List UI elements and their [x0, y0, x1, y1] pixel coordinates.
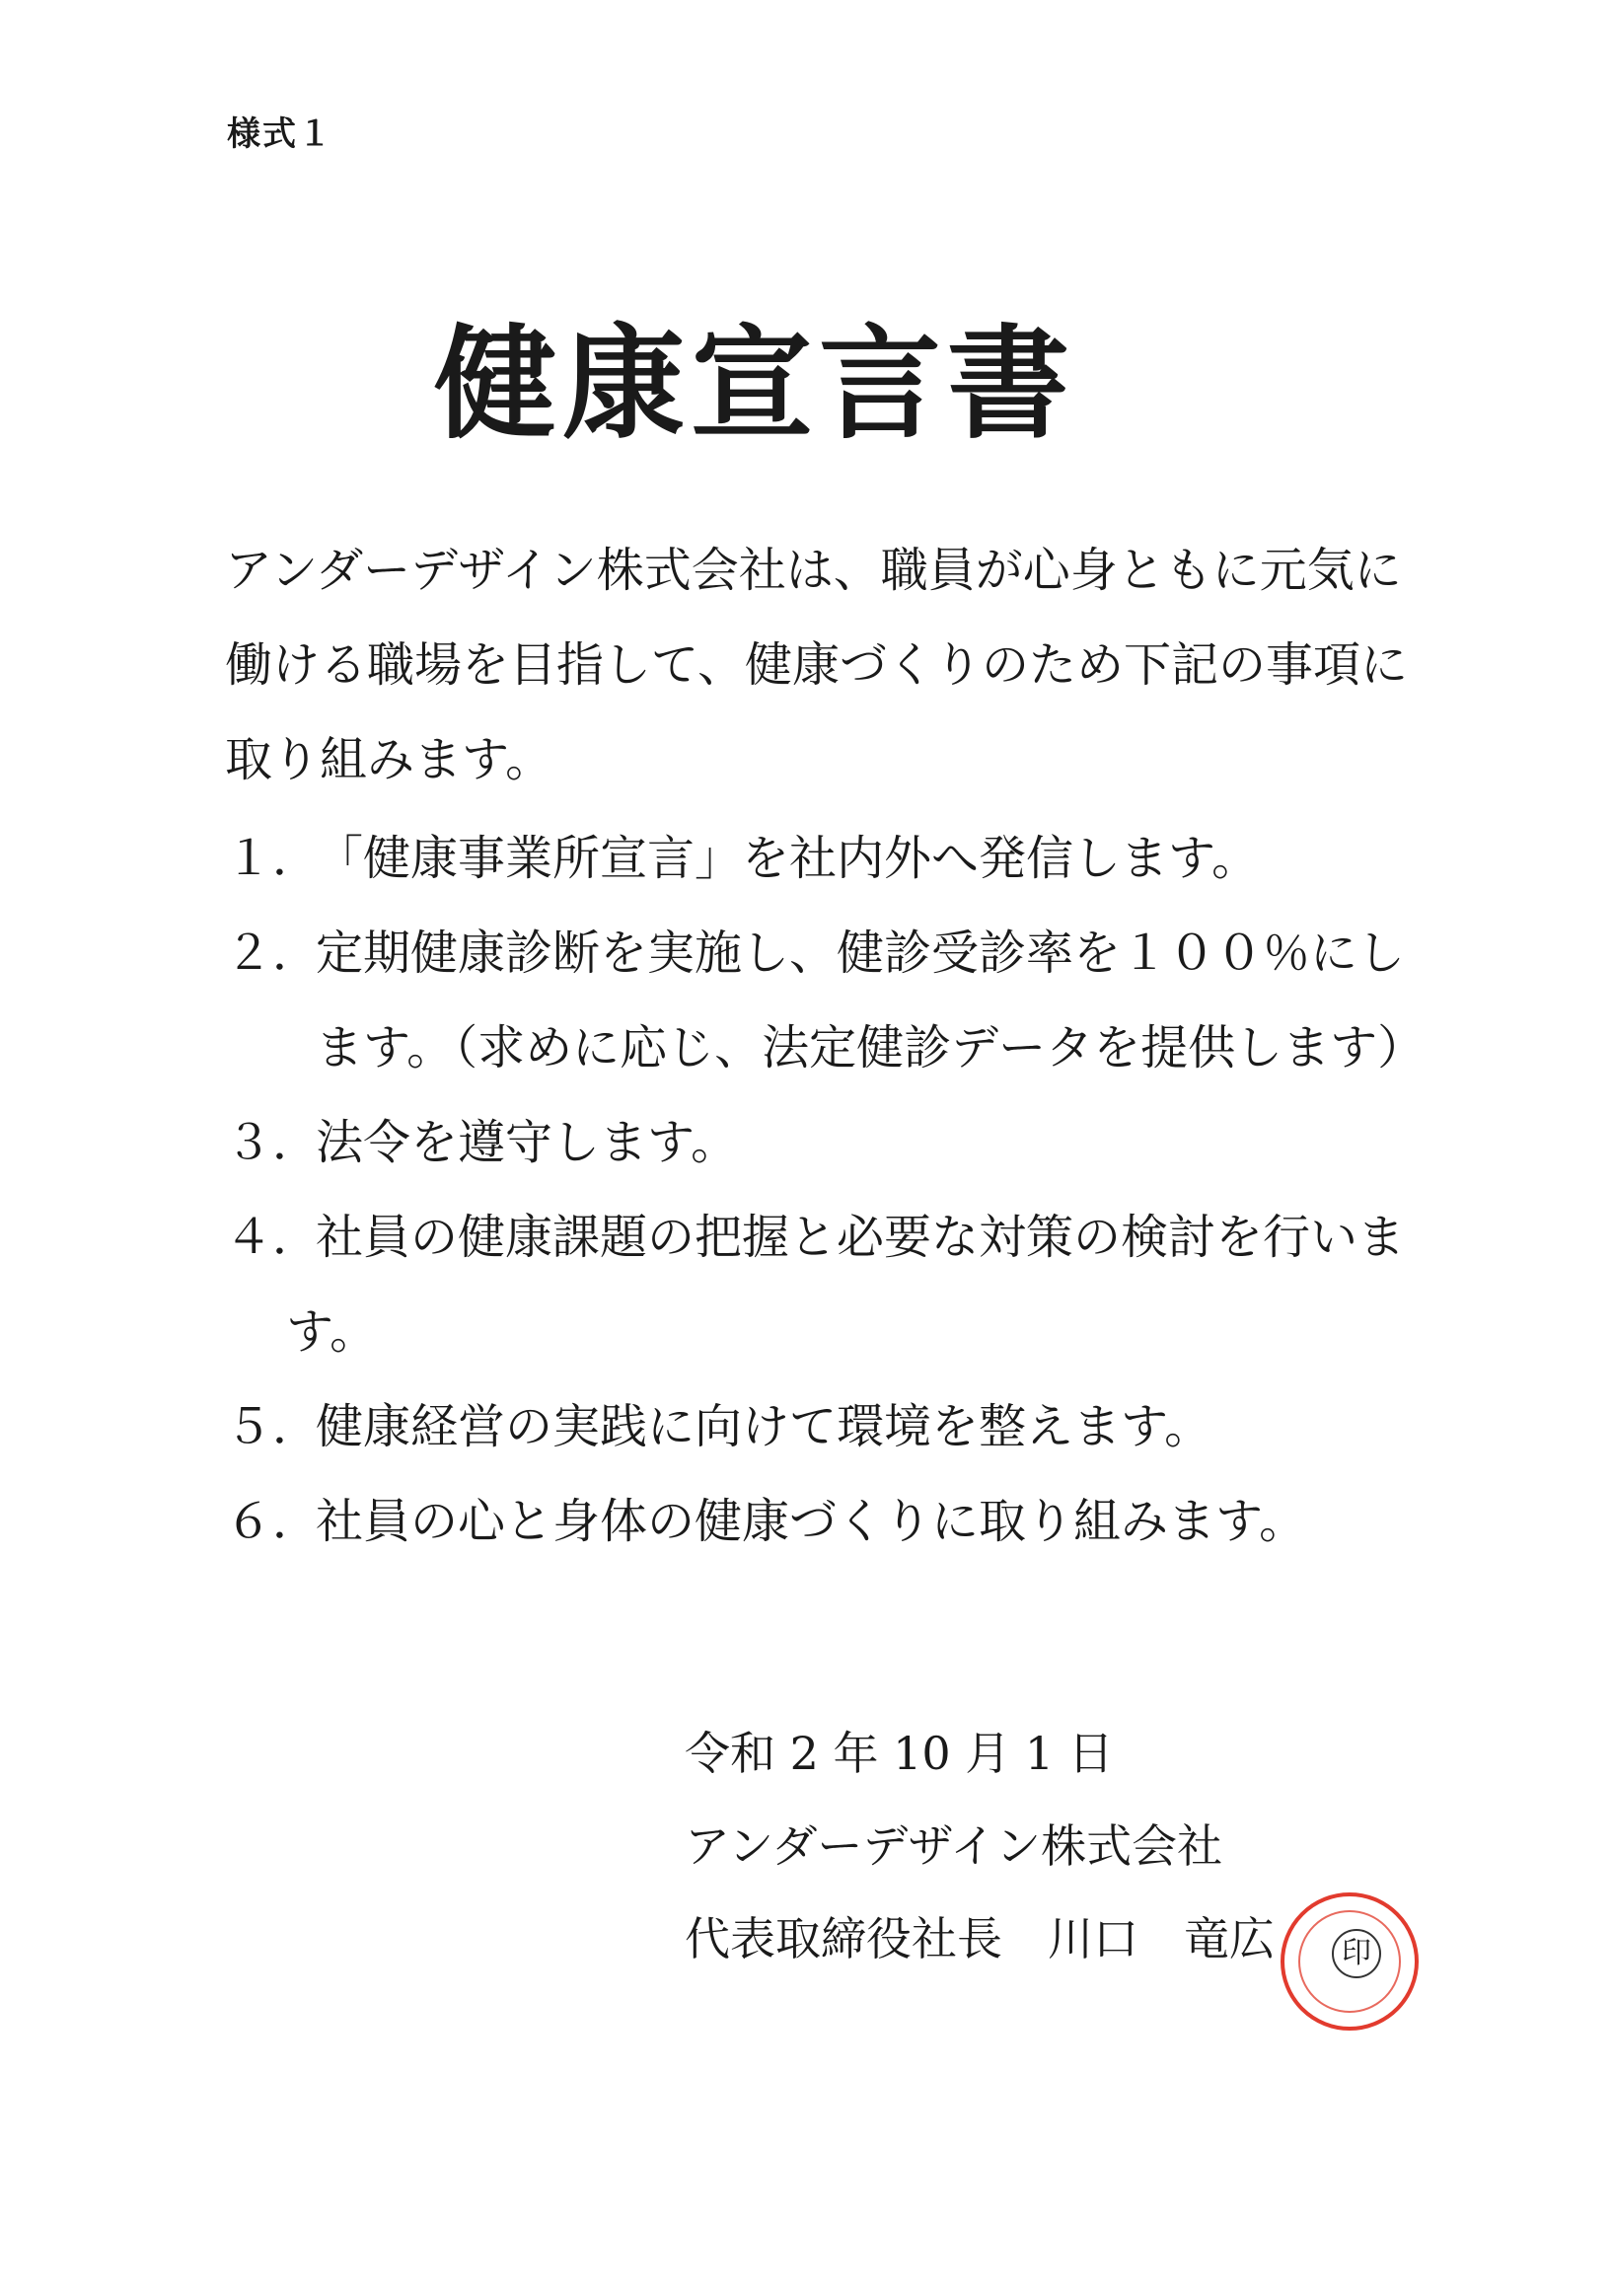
item-text: 社員の健康課題の把握と必要な対策の検討を行いま — [316, 1210, 1406, 1265]
item-number: ４． — [225, 1210, 321, 1265]
intro-paragraph — [225, 523, 1409, 807]
declaration-items — [225, 811, 1426, 1569]
list-item — [225, 906, 1426, 1095]
item-text-continuation: ます。（求めに応じ、法定健診データを提供します） — [316, 1020, 1426, 1075]
item-number: ２． — [225, 926, 321, 981]
signature-company: アンダーデザイン株式会社 — [685, 1819, 1223, 1873]
item-text: 社員の心と身体の健康づくりに取り組みます。 — [316, 1494, 1307, 1549]
item-text-continuation: す。 — [286, 1304, 378, 1360]
signature-block — [685, 1707, 1275, 1985]
intro-line: 取り組みます。 — [225, 732, 553, 787]
form-label: 様式１ — [227, 114, 333, 154]
intro-line: アンダーデザイン株式会社は、職員が心身ともに元気に — [225, 543, 1402, 598]
list-item — [225, 811, 1409, 906]
item-text: 健康経営の実践に向けて環境を整えます。 — [316, 1399, 1212, 1454]
item-number: １． — [225, 831, 321, 886]
item-text: 定期健康診断を実施し、健診受診率を１００％にし — [316, 926, 1406, 981]
item-number: ５． — [225, 1399, 321, 1454]
seal-mark: 印 — [1332, 1929, 1381, 1978]
signature-date: 令和 2 年 10 月 1 日 — [685, 1727, 1114, 1780]
list-item — [225, 1095, 1409, 1190]
intro-line: 働ける職場を目指して、健康づくりのため下記の事項に — [225, 637, 1409, 693]
item-text: 「健康事業所宣言」を社内外へ発信します。 — [316, 831, 1260, 886]
signature-representative: 代表取締役社長 川口 竜広 — [685, 1912, 1275, 1965]
list-item — [225, 1379, 1409, 1474]
item-number: ３． — [225, 1115, 321, 1170]
document-title: 健康宣言書 — [434, 314, 1076, 456]
item-text: 法令を遵守します。 — [316, 1115, 739, 1170]
item-number: ６． — [225, 1494, 321, 1549]
list-item — [225, 1474, 1409, 1569]
list-item — [225, 1190, 1409, 1379]
